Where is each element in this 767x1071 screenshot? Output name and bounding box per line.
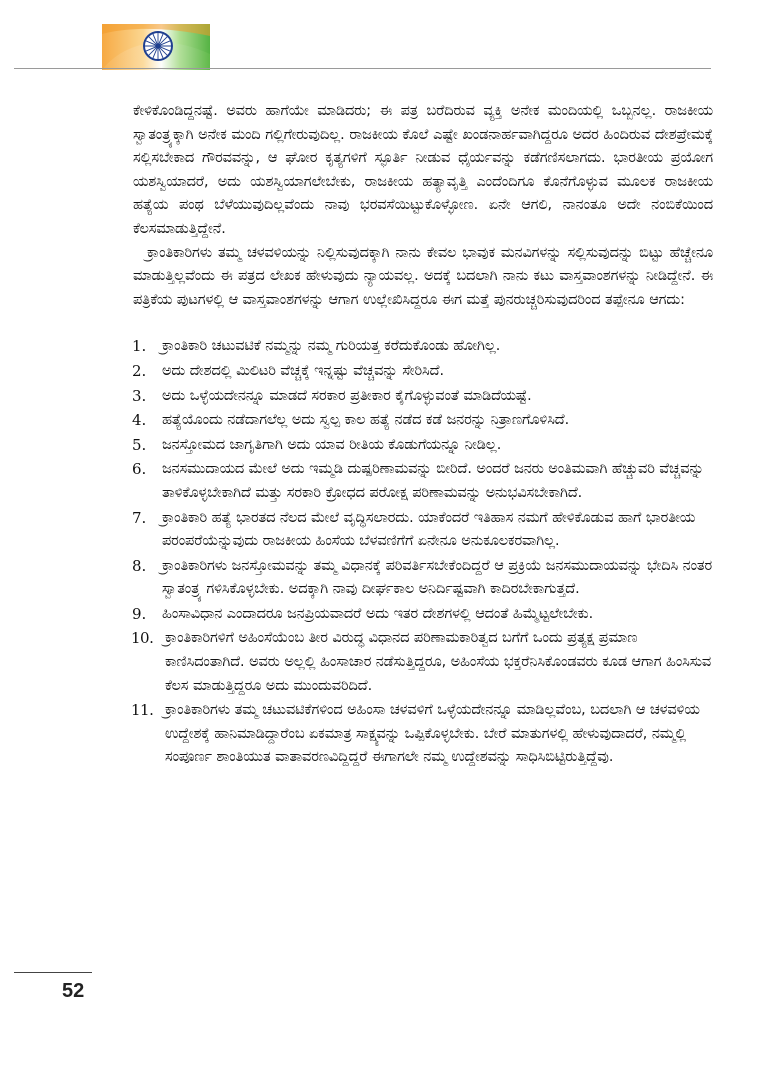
body-paragraph: ಕೇಳಿಕೊಂಡಿದ್ದನಷ್ಟೆ. ಅವರು ಹಾಗೆಯೇ ಮಾಡಿದರು; ಈ ಪತ್ರ ಬರೆದಿರುವ ವ್ಯಕ್ತಿ ಅನೇಕ ಮಂದಿಯಲ್ಲಿ ಒಬ್ಬನಲ್ಲ. ರಾಜಕೀಯ ಸ್ವಾತಂತ್ರ್ಯಕ್ಕಾಗಿ ಅನೇಕ ಮಂದಿ ಗಲ್ಲಿಗೇರುವುದಿಲ್ಲ. ರಾಜಕೀಯ ಕೊಲೆ ಎಷ್ಟೇ ಖಂಡನಾರ್ಹವಾಗಿದ್ದರೂ ಅದರ ಹಿಂದಿರುವ ದೇಶಪ್ರೇಮಕ್ಕೆ ಸಲ್ಲಿಸಬೇಕಾದ ಗೌರವವನ್ನು, ಆ ಘೋರ ಕೃತ್ಯಗಳಿಗೆ ಸ್ಫೂರ್ತಿ ನೀಡುವ ಧೈರ್ಯವನ್ನು ಕಡೆಗಣಿಸಲಾಗದು. ಭಾರತೀಯ ಪ್ರಯೋಗ ಯಶಸ್ವಿಯಾದರೆ, ಅದು ಯಶಸ್ವಿಯಾಗಲೇಬೇಕು, ರಾಜಕೀಯ ಹತ್ಯಾವೃತ್ತಿ ಎಂದೆಂದಿಗೂ ಕೊನೆಗೊಳ್ಳುವ ಮೂಲಕ ರಾಜಕೀಯ ಹತ್ಯೆಯ ಪಂಥ ಬೆಳೆಯುವುದಿಲ್ಲವೆಂದು ನಾವು ಭರವಸೆಯಿಟ್ಟುಕೊಳ್ಳೋಣ. ಏನೇ ಆಗಲಿ, ನಾನಂತೂ ಅದೇ ನಂಬಿಕೆಯಿಂದ ಕೆಲಸಮಾಡುತ್ತಿದ್ದೇನೆ. xyxy=(133,103,713,237)
numbered-list xyxy=(133,335,713,770)
list-item-number: 1. xyxy=(132,337,147,356)
list-item-text: ಕ್ರಾಂತಿಕಾರಿಗಳು ತಮ್ಮ ಚಟುವಟಿಕೆಗಳಿಂದ ಅಹಿಂಸಾ ಚಳವಳಿಗೆ ಒಳ್ಳೆಯದೇನನ್ನೂ ಮಾಡಿಲ್ಲವೆಂಬ, ಬದಲಾಗಿ ಆ ಚಳವಳಿಯ ಉದ್ದೇಶಕ್ಕೆ ಹಾನಿಮಾಡಿದ್ದಾರೆಂಬ ಏಕಮಾತ್ರ ಸಾಕ್ಷ್ಯವನ್ನು ಒಪ್ಪಿಕೊಳ್ಳಬೇಕು. ಬೇರೆ ಮಾತುಗಳಲ್ಲಿ ಹೇಳುವುದಾದರೆ, ನಮ್ಮಲ್ಲಿ ಸಂಪೂರ್ಣ ಶಾಂತಿಯುತ ವಾತಾವರಣವಿದ್ದಿದ್ದರೆ ಈಗಾಗಲೇ ನಮ್ಮ ಉದ್ದೇಶವನ್ನು ಸಾಧಿಸಿಬಿಟ್ಟಿರುತ್ತಿದ್ದೆವು. xyxy=(165,702,700,766)
list-item-text: ಹಿಂಸಾವಿಧಾನ ಎಂದಾದರೂ ಜನಪ್ರಿಯವಾದರೆ ಅದು ಇತರ ದೇಶಗಳಲ್ಲಿ ಆದಂತೆ ಹಿಮ್ಮೆಟ್ಟಲೇಬೇಕು. xyxy=(162,605,594,622)
list-item-text: ಜನಸ್ತೋಮದ ಜಾಗೃತಿಗಾಗಿ ಅದು ಯಾವ ರೀತಿಯ ಕೊಡುಗೆಯನ್ನೂ ನೀಡಿಲ್ಲ. xyxy=(162,436,502,453)
list-item-number: 2. xyxy=(132,361,147,380)
list-item-number: 9. xyxy=(132,604,147,623)
ashoka-chakra-tricolor-icon xyxy=(102,24,210,70)
list-item-number: 11. xyxy=(131,701,154,720)
list-item xyxy=(133,360,713,384)
list-item-text: ಹತ್ಯೆಯೊಂದು ನಡೆದಾಗಲೆಲ್ಲ ಅದು ಸ್ವಲ್ಪ ಕಾಲ ಹತ್ಯೆ ನಡೆದ ಕಡೆ ಜನರನ್ನು ನಿತ್ರಾಣಗೊಳಿಸಿದೆ. xyxy=(162,412,570,429)
list-item xyxy=(133,507,713,554)
page-body xyxy=(133,100,713,771)
list-item xyxy=(133,627,713,698)
list-item xyxy=(133,385,713,409)
list-item-number: 3. xyxy=(132,386,147,405)
list-item xyxy=(133,555,713,602)
list-item-text: ಅದು ಒಳ್ಳೆಯದೇನನ್ನೂ ಮಾಡದೆ ಸರಕಾರ ಪ್ರತೀಕಾರ ಕೈಗೊಳ್ಳುವಂತೆ ಮಾಡಿದೆಯಷ್ಟೆ. xyxy=(162,387,532,404)
list-item-text: ಜನಸಮುದಾಯದ ಮೇಲೆ ಅದು ಇಮ್ಮಡಿ ದುಷ್ಪರಿಣಾಮವನ್ನು ಬೀರಿದೆ. ಅಂದರೆ ಜನರು ಅಂತಿಮವಾಗಿ ಹೆಚ್ಚುವರಿ ವೆಚ್ಚವನ್ನು ತಾಳಿಕೊಳ್ಳಬೇಕಾಗಿದೆ ಮತ್ತು ಸರಕಾರಿ ಕ್ರೋಧದ ಪರೋಕ್ಷ ಪರಿಣಾಮವನ್ನು ಅನುಭವಿಸಬೇಕಾಗಿದೆ. xyxy=(162,461,704,501)
list-item xyxy=(133,434,713,458)
footer-rule xyxy=(14,972,92,973)
list-item xyxy=(133,603,713,627)
list-item-number: 7. xyxy=(132,508,147,527)
header-rule xyxy=(14,68,711,69)
list-item-text: ಕ್ರಾಂತಿಕಾರಿ ಹತ್ಯೆ ಭಾರತದ ನೆಲದ ಮೇಲೆ ವೃದ್ಧಿಸಲಾರದು. ಯಾಕೆಂದರೆ ಇತಿಹಾಸ ನಮಗೆ ಹೇಳಿಕೊಡುವ ಹಾಗೆ ಭಾರತೀಯ ಪರಂಪರೆಯೆನ್ನುವುದು ರಾಜಕೀಯ ಹಿಂಸೆಯ ಬೆಳವಣಿಗೆಗೆ ಏನೇನೂ ಅನುಕೂಲಕರವಾಗಿಲ್ಲ. xyxy=(162,509,696,550)
list-item-text: ಕ್ರಾಂತಿಕಾರಿಗಳು ಜನಸ್ತೋಮವನ್ನು ತಮ್ಮ ವಿಧಾನಕ್ಕೆ ಪರಿವರ್ತಿಸಬೇಕೆಂದಿದ್ದರೆ ಆ ಪ್ರಕ್ರಿಯೆ ಜನಸಮುದಾಯವನ್ನು ಭೇದಿಸಿ ನಂತರ ಸ್ವಾತಂತ್ರ್ಯ ಗಳಿಸಿಕೊಳ್ಳಬೇಕು. ಅದಕ್ಕಾಗಿ ನಾವು ದೀರ್ಘಕಾಲ ಅನಿರ್ದಿಷ್ಟವಾಗಿ ಕಾದಿರಬೇಕಾಗುತ್ತದೆ. xyxy=(162,557,713,598)
list-item xyxy=(133,409,713,433)
page-number: 52 xyxy=(62,980,85,1002)
body-paragraph: ಕ್ರಾಂತಿಕಾರಿಗಳು ತಮ್ಮ ಚಳವಳಿಯನ್ನು ನಿಲ್ಲಿಸುವುದಕ್ಕಾಗಿ ನಾನು ಕೇವಲ ಭಾವುಕ ಮನವಿಗಳನ್ನು ಸಲ್ಲಿಸುವುದನ್ನು ಬಿಟ್ಟು ಹೆಚ್ಚೇನೂ ಮಾಡುತ್ತಿಲ್ಲವೆಂದು ಈ ಪತ್ರದ ಲೇಖಕ ಹೇಳುವುದು ನ್ಯಾಯವಲ್ಲ. ಅದಕ್ಕೆ ಬದಲಾಗಿ ನಾನು ಕಟು ವಾಸ್ತವಾಂಶಗಳನ್ನು ನೀಡಿದ್ದೇನೆ. ಈ ಪತ್ರಿಕೆಯ ಪುಟಗಳಲ್ಲಿ ಆ ವಾಸ್ತವಾಂಶಗಳನ್ನು ಆಗಾಗ ಉಲ್ಲೇಖಿಸಿದ್ದರೂ ಈಗ ಮತ್ತೆ ಪುನರುಚ್ಚರಿಸುವುದರಿಂದ ತಪ್ಪೇನೂ ಆಗದು: xyxy=(133,244,713,308)
list-item-number: 10. xyxy=(131,629,154,648)
list-item-number: 4. xyxy=(132,411,147,430)
list-item-number: 5. xyxy=(132,435,147,454)
list-item-text: ಕ್ರಾಂತಿಕಾರಿ ಚಟುವಟಿಕೆ ನಮ್ಮನ್ನು ನಮ್ಮ ಗುರಿಯತ್ತ ಕರೆದುಕೊಂಡು ಹೋಗಿಲ್ಲ. xyxy=(162,338,501,355)
list-item-text: ಅದು ದೇಶದಲ್ಲಿ ಮಿಲಿಟರಿ ವೆಚ್ಚಕ್ಕೆ ಇನ್ನಷ್ಟು ವೆಚ್ಚವನ್ನು ಸೇರಿಸಿದೆ. xyxy=(162,362,445,379)
list-item-number: 6. xyxy=(132,460,147,479)
list-item-number: 8. xyxy=(132,556,147,575)
list-item xyxy=(133,335,713,359)
list-item xyxy=(133,458,713,505)
list-item-text: ಕ್ರಾಂತಿಕಾರಿಗಳಿಗೆ ಅಹಿಂಸೆಯೆಂಬ ತೀರ ವಿರುದ್ಧ ವಿಧಾನದ ಪರಿಣಾಮಕಾರಿತ್ವದ ಬಗೆಗೆ ಒಂದು ಪ್ರತ್ಯಕ್ಷ ಪ್ರಮಾಣ ಕಾಣಿಸಿದಂತಾಗಿದೆ. ಅವರು ಅಲ್ಲಲ್ಲಿ ಹಿಂಸಾಚಾರ ನಡೆಸುತ್ತಿದ್ದರೂ, ಅಹಿಂಸೆಯ ಭಕ್ತರೆನಿಸಿಕೊಂಡವರು ಕೂಡ ಆಗಾಗ ಹಿಂಸಿಸುವ ಕೆಲಸ ಮಾಡುತ್ತಿದ್ದರೂ ಅದು ಮುಂದುವರಿದಿದೆ. xyxy=(165,630,712,694)
list-item xyxy=(133,699,713,770)
